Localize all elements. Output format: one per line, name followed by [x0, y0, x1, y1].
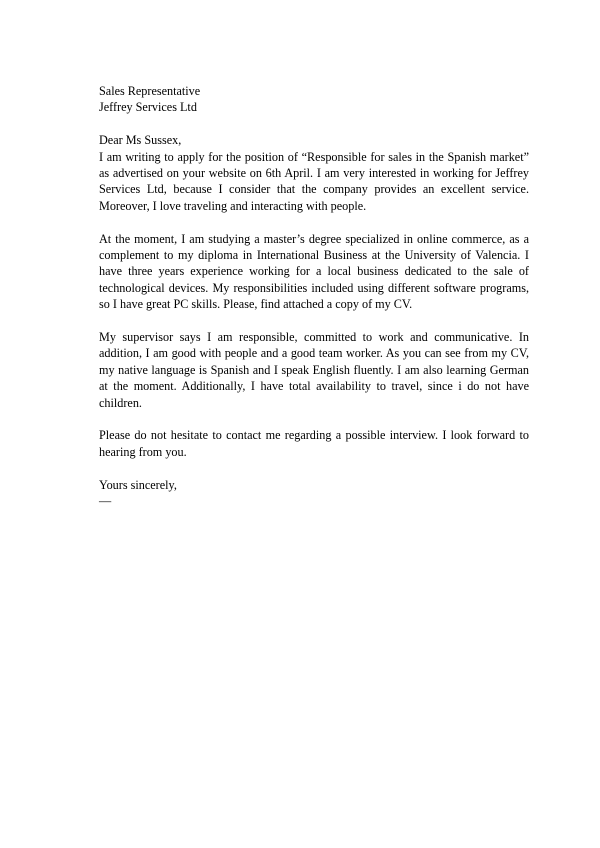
spacer	[99, 214, 529, 230]
spacer	[99, 116, 529, 132]
spacer	[99, 411, 529, 427]
salutation: Dear Ms Sussex,	[99, 133, 182, 148]
spacer	[99, 313, 529, 329]
paragraph-2: At the moment, I am studying a master’s degree specialized in online commerce, as a complement to my diploma in International Business at the University of Valencia. I have three years experience working for a local business dedicated to the sale of technological devices. My responsibilities included using different software programs, so I have great PC skills. Please, find attached a copy of my CV.	[99, 231, 529, 312]
spacer	[99, 460, 529, 476]
paragraph-3: My supervisor says I am responsible, committed to work and communicative. In addition, I am good with people and a good team worker. As you can see from my CV, my native language is Spanish and I speak English fluently. I am also learning German at the moment. Additionally, I have total availability to travel, since i do not have children.	[99, 330, 529, 410]
recipient-block	[99, 83, 529, 116]
paragraph-4: Please do not hesitate to contact me regarding a possible interview. I look forward to hearing from you.	[99, 428, 529, 459]
recipient-title: Sales Representative	[99, 84, 201, 98]
closing: Yours sincerely,	[99, 477, 177, 492]
signature: —	[99, 494, 112, 509]
cover-letter	[99, 83, 529, 509]
recipient-company: Jeffrey Services Ltd	[99, 100, 197, 115]
paragraph-1: I am writing to apply for the position of “Responsible for sales in the Spanish market” as advertised on your website on 6th April. I am very interested in working for Jeffrey Services Ltd, because I consider that the company provides an excellent service. Moreover, I love traveling and interacting with people.	[99, 149, 529, 213]
